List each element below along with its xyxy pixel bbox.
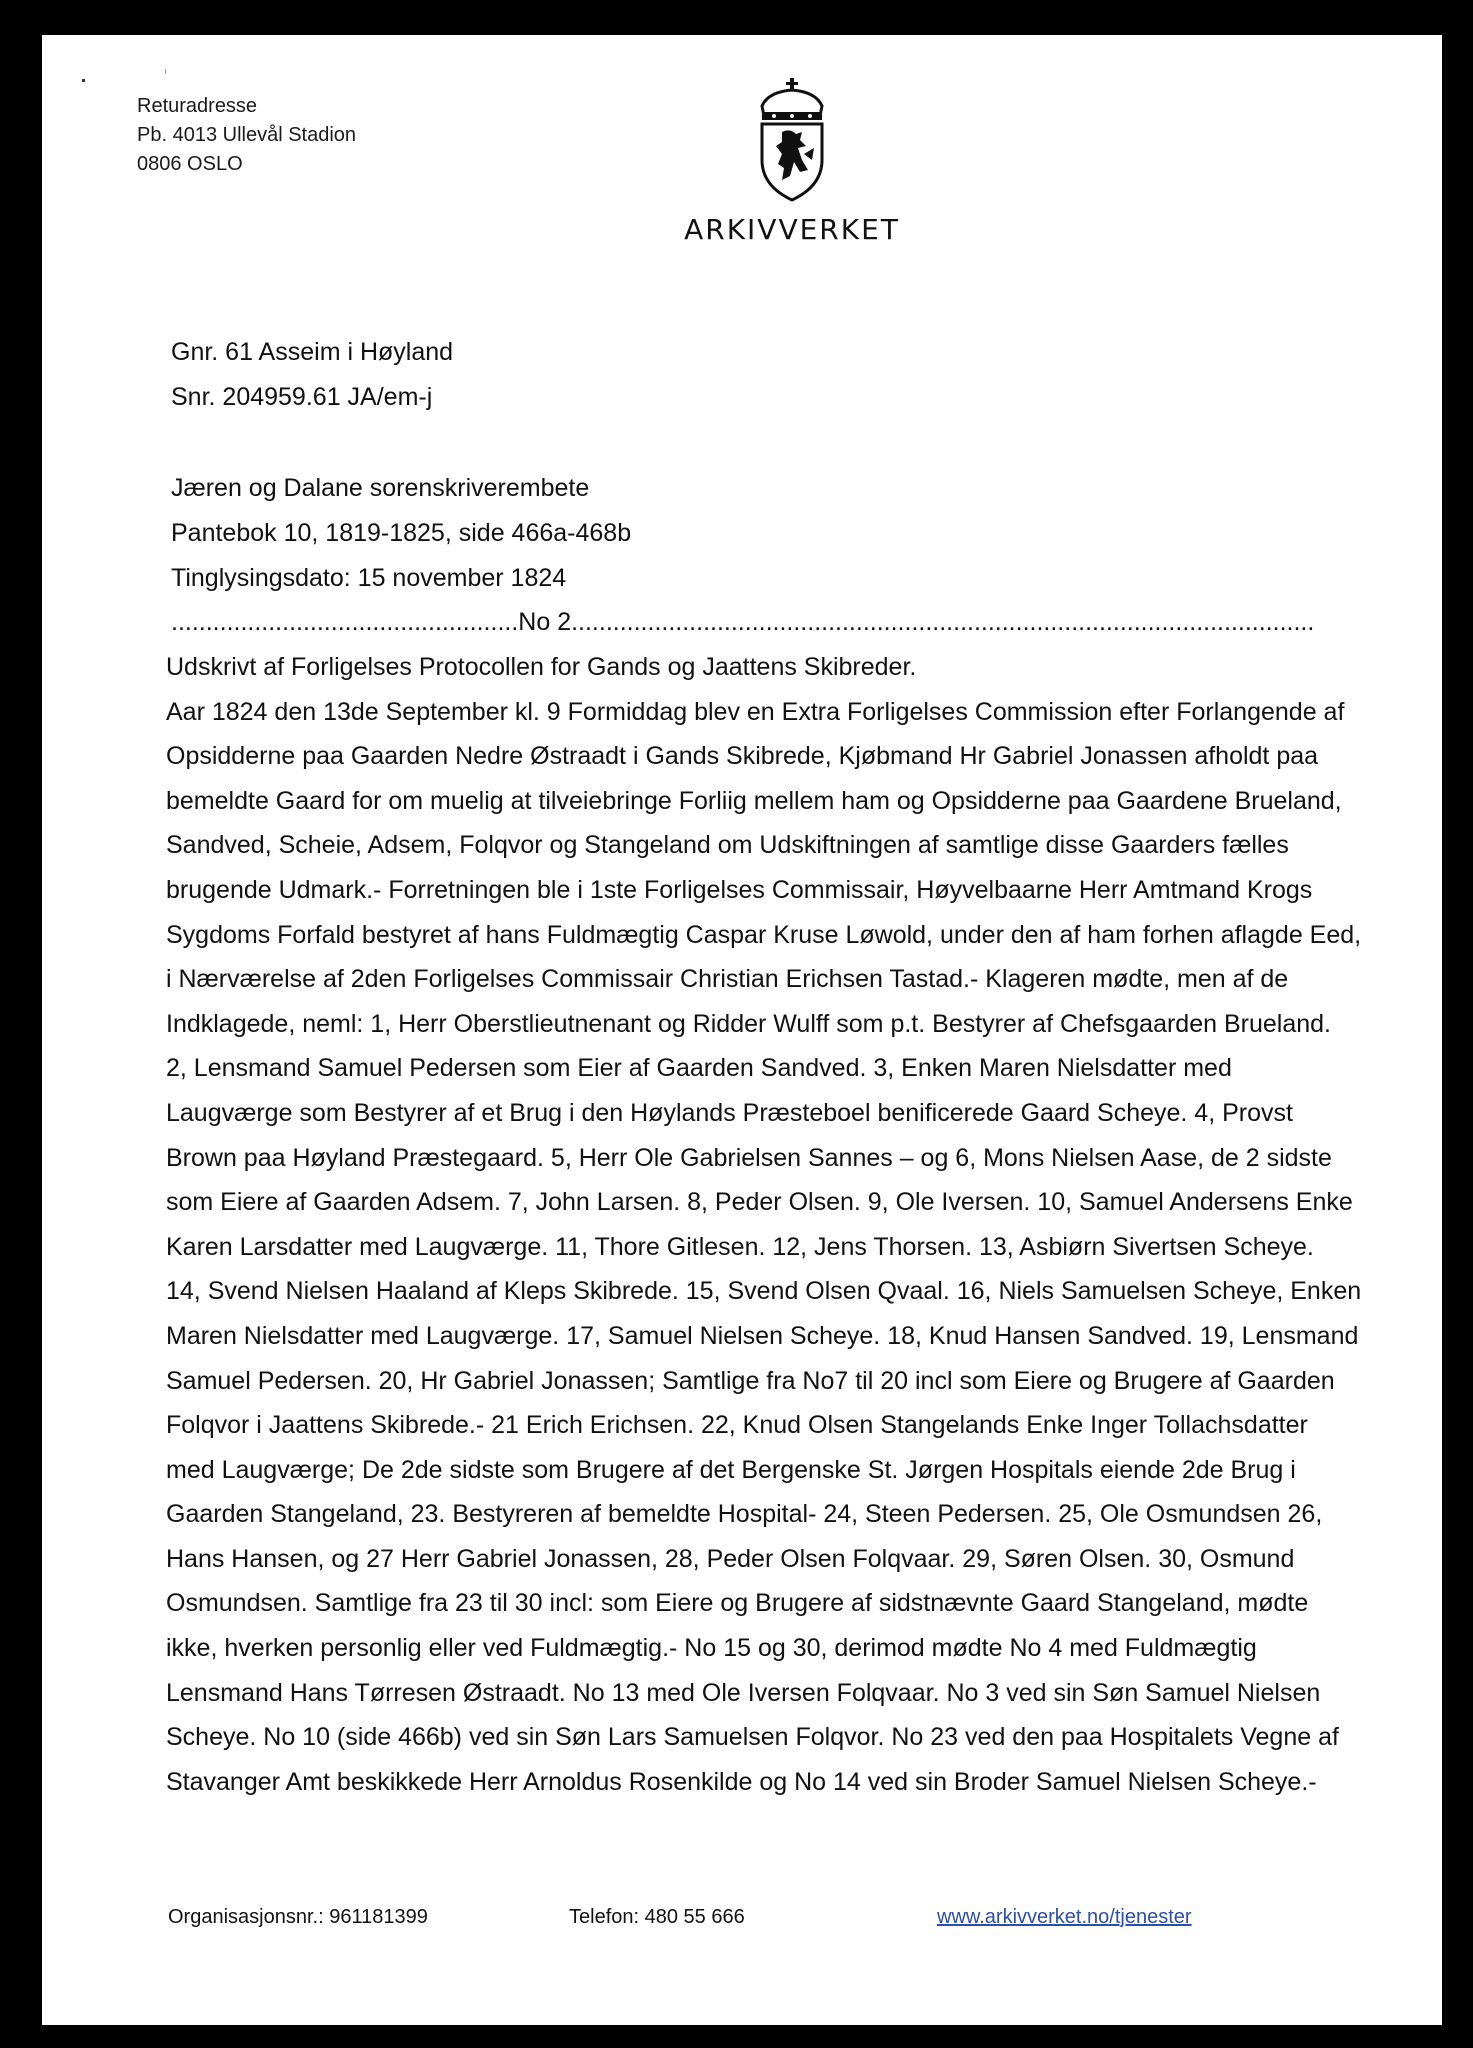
footer-phone: Telefon: 480 55 666 — [569, 1906, 745, 1928]
coat-of-arms-icon — [754, 76, 830, 202]
transcription-line: Sandved, Scheie, Adsem, Folqvor og Stangeland om Udskiftningen af samtlige disse Gaarders fælles — [166, 831, 1289, 860]
transcription-line: brugende Udmark.- Forretningen ble i 1ste Forligelses Commissair, Høyvelbaarne Herr Amtmand Krogs — [166, 875, 1313, 904]
transcription-line: Maren Nielsdatter med Laugværge. 17, Samuel Nielsen Scheye. 18, Knud Hansen Sandved. 19, Lensmand — [166, 1321, 1359, 1350]
transcription-line: 14, Svend Nielsen Haaland af Kleps Skibrede. 15, Svend Olsen Qvaal. 16, Niels Samuelsen Scheye, Enken — [166, 1277, 1362, 1306]
transcription-line: Folqvor i Jaattens Skibrede.- 21 Erich Erichsen. 22, Knud Olsen Stangelands Enke Inger Tollachsdatter — [166, 1411, 1308, 1440]
source-book: Pantebok 10, 1819-1825, side 466a-468b — [171, 519, 632, 547]
source-office: Jæren og Dalane sorenskriverembete — [171, 474, 590, 502]
return-address-heading: Returadresse — [137, 95, 258, 117]
transcription-line: Osmundsen. Samtlige fra 23 til 30 incl: som Eiere og Brugere af sidstnævnte Gaard Stangeland, mødte — [166, 1589, 1309, 1618]
snr-reference: Snr. 204959.61 JA/em-j — [171, 383, 433, 411]
transcription-line: bemeldte Gaard for om muelig at tilveiebringe Forliig mellem ham og Opsidderne paa Gaardene Brueland, — [166, 786, 1342, 815]
return-address-line2: 0806 OSLO — [137, 153, 243, 175]
transcription-line: Aar 1824 den 13de September kl. 9 Formiddag blev en Extra Forligelses Commission efter Forlangende af — [166, 697, 1345, 726]
transcription-line: Samuel Pedersen. 20, Hr Gabriel Jonassen; Samtlige fra No7 til 20 incl som Eiere og Brugere af Gaarden — [166, 1366, 1335, 1395]
scan-speck — [82, 79, 85, 82]
registration-date: Tinglysingsdato: 15 november 1824 — [171, 564, 567, 592]
source-info — [171, 466, 631, 601]
transcription-line: Opsidderne paa Gaarden Nedre Østraadt i Gands Skibrede, Kjøbmand Hr Gabriel Jonassen afholdt paa — [166, 742, 1319, 771]
transcription-body — [166, 645, 1406, 1804]
footer-org-number: Organisasjonsnr.: 961181399 — [168, 1906, 428, 1928]
transcription-line: Hans Hansen, og 27 Herr Gabriel Jonassen, 28, Peder Olsen Folqvaar. 29, Søren Olsen. 30, Osmund — [166, 1544, 1295, 1573]
transcription-line: Stavanger Amt beskikkede Herr Arnoldus Rosenkilde og No 14 ved sin Broder Samuel Nielsen Scheye.- — [166, 1767, 1317, 1796]
transcription-line: Karen Larsdatter med Laugværge. 11, Thore Gitlesen. 12, Jens Thorsen. 13, Asbiørn Sivertsen Scheye. — [166, 1232, 1314, 1261]
transcription-line: Lensmand Hans Tørresen Østraadt. No 13 med Ole Iversen Folqvaar. No 3 ved sin Søn Samuel Nielsen — [166, 1678, 1321, 1707]
gnr-reference: Gnr. 61 Asseim i Høyland — [171, 338, 454, 366]
footer-website-link[interactable]: www.arkivverket.no/tjenester — [937, 1906, 1192, 1928]
scan-speck — [165, 69, 166, 74]
transcription-line: Udskrivt af Forligelses Protocollen for Gands og Jaattens Skibreder. — [166, 653, 917, 681]
transcription-line: Scheye. No 10 (side 466b) ved sin Søn Lars Samuelsen Folqvor. No 23 ved den paa Hospitalets Vegne af — [166, 1723, 1339, 1752]
return-address-line1: Pb. 4013 Ullevål Stadion — [137, 124, 357, 146]
transcription-line: med Laugværge; De 2de sidste som Brugere af det Bergenske St. Jørgen Hospitals eiende 2de Brug i — [166, 1455, 1296, 1484]
case-references — [171, 330, 453, 420]
return-address — [137, 92, 356, 179]
agency-name: ARKIVVERKET — [684, 213, 900, 246]
transcription-line: Sygdoms Forfald bestyret af hans Fuldmægtig Caspar Kruse Løwold, under den af ham forhen aflagde Eed, — [166, 920, 1362, 949]
transcription-line: ikke, hverken personlig eller ved Fuldmægtig.- No 15 og 30, derimod mødte No 4 med Fuldmægtig — [166, 1634, 1257, 1663]
transcription-line: Gaarden Stangeland, 23. Bestyreren af bemeldte Hospital- 24, Steen Pedersen. 25, Ole Osmundsen 26, — [166, 1500, 1323, 1529]
transcription-line: Laugværge som Bestyrer af et Brug i den Høylands Præsteboel benificerede Gaard Scheye. 4, Provst — [166, 1098, 1293, 1127]
transcription-line: Brown paa Høyland Præstegaard. 5, Herr Ole Gabrielsen Sannes – og 6, Mons Nielsen Aase, de 2 sidste — [166, 1143, 1332, 1172]
transcription-line: 2, Lensmand Samuel Pedersen som Eier af Gaarden Sandved. 3, Enken Maren Nielsdatter med — [166, 1054, 1232, 1083]
transcription-line: Indklagede, neml: 1, Herr Oberstlieutnenant og Ridder Wulff som p.t. Bestyrer af Chefsgaarden Brueland. — [166, 1009, 1331, 1038]
transcription-line: som Eiere af Gaarden Adsem. 7, John Larsen. 8, Peder Olsen. 9, Ole Iversen. 10, Samuel Andersens Enke — [166, 1188, 1353, 1217]
document-separator: ..................................................No 2........................................................................................................... — [171, 608, 1315, 636]
transcription-line: i Nærværelse af 2den Forligelses Commissair Christian Erichsen Tastad.- Klageren mødte, men af de — [166, 965, 1289, 994]
